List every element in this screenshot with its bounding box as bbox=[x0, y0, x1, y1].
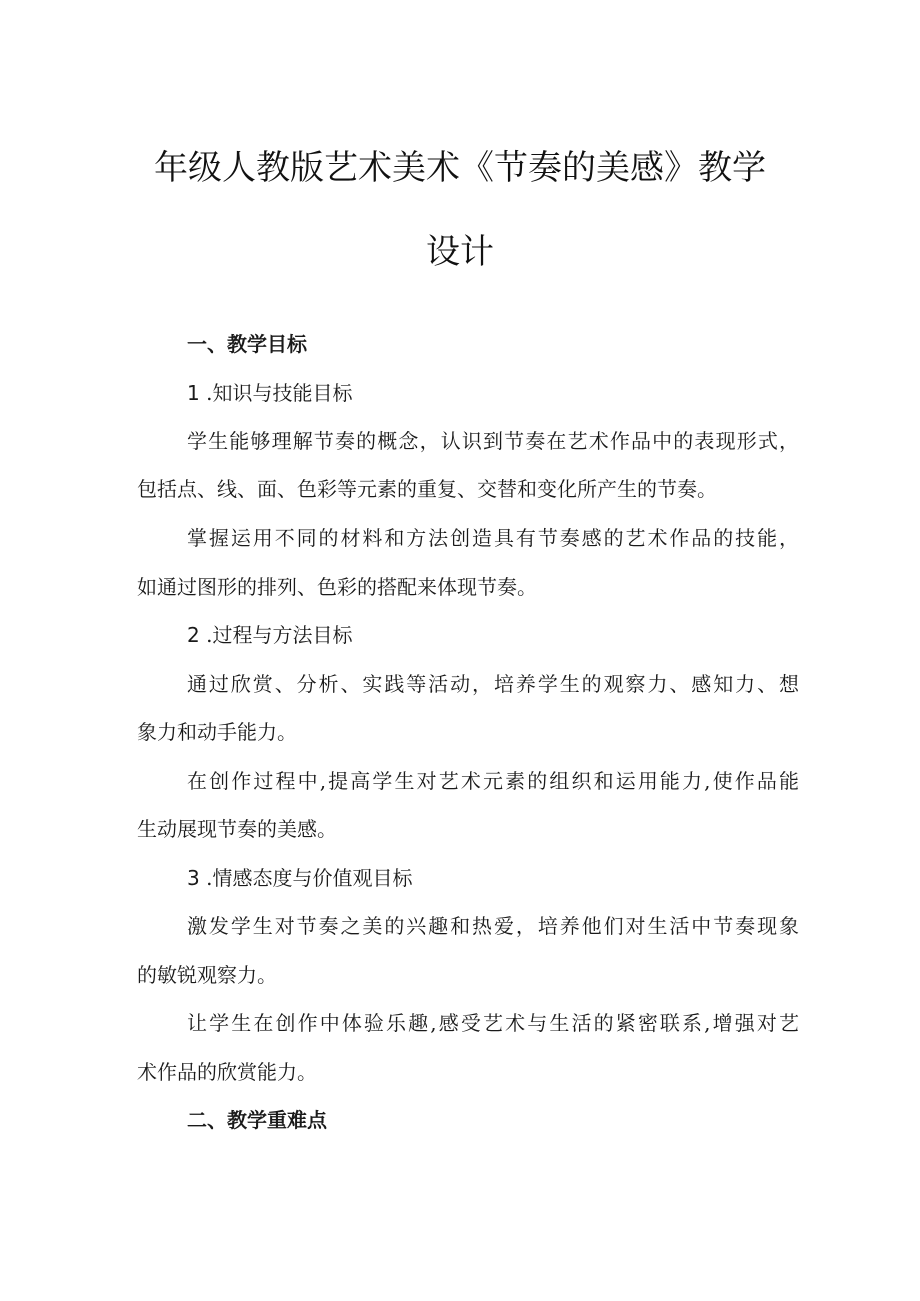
document-title-line2: 设计 bbox=[426, 232, 494, 272]
subheading-label: .情感态度与价值观目标 bbox=[206, 866, 413, 890]
paragraph-line: 生动展现节奏的美感。 bbox=[137, 817, 337, 841]
subheading-process-methods bbox=[187, 621, 799, 649]
subheading-label: .过程与方法目标 bbox=[206, 623, 353, 647]
subheading-label: .知识与技能目标 bbox=[206, 381, 353, 405]
section-heading-key-difficulties: 二、教学重难点 bbox=[187, 1108, 327, 1132]
paragraph-line: 的敏锐观察力。 bbox=[137, 963, 277, 987]
paragraph-line: 让学生在创作中体验乐趣,感受艺术与生活的紧密联系,增强对艺 bbox=[187, 1011, 799, 1035]
paragraph-line: 在创作过程中,提高学生对艺术元素的组织和运用能力,使作品能 bbox=[187, 769, 799, 793]
document-title-line1: 年级人教版艺术美术《节奏的美感》教学 bbox=[154, 148, 766, 188]
paragraph-line: 通过欣赏、分析、实践等活动，培养学生的观察力、感知力、想 bbox=[187, 672, 799, 696]
subheading-number: 3 bbox=[187, 866, 200, 890]
section-heading-teaching-objectives: 一、教学目标 bbox=[187, 332, 307, 356]
paragraph-line: 如通过图形的排列、色彩的搭配来体现节奏。 bbox=[137, 575, 537, 599]
paragraph-line: 术作品的欣赏能力。 bbox=[137, 1060, 317, 1084]
paragraph-line: 象力和动手能力。 bbox=[137, 720, 297, 744]
subheading-number: 1 bbox=[187, 381, 200, 405]
paragraph-line: 掌握运用不同的材料和方法创造具有节奏感的艺术作品的技能， bbox=[187, 526, 799, 550]
paragraph-line: 学生能够理解节奏的概念，认识到节奏在艺术作品中的表现形式， bbox=[187, 429, 799, 453]
paragraph-line: 包括点、线、面、色彩等元素的重复、交替和变化所产生的节奏。 bbox=[137, 477, 717, 501]
subheading-number: 2 bbox=[187, 623, 200, 647]
subheading-knowledge-skills bbox=[187, 379, 799, 407]
subheading-emotion-values bbox=[187, 864, 799, 892]
paragraph-line: 激发学生对节奏之美的兴趣和热爱，培养他们对生活中节奏现象 bbox=[187, 914, 799, 938]
